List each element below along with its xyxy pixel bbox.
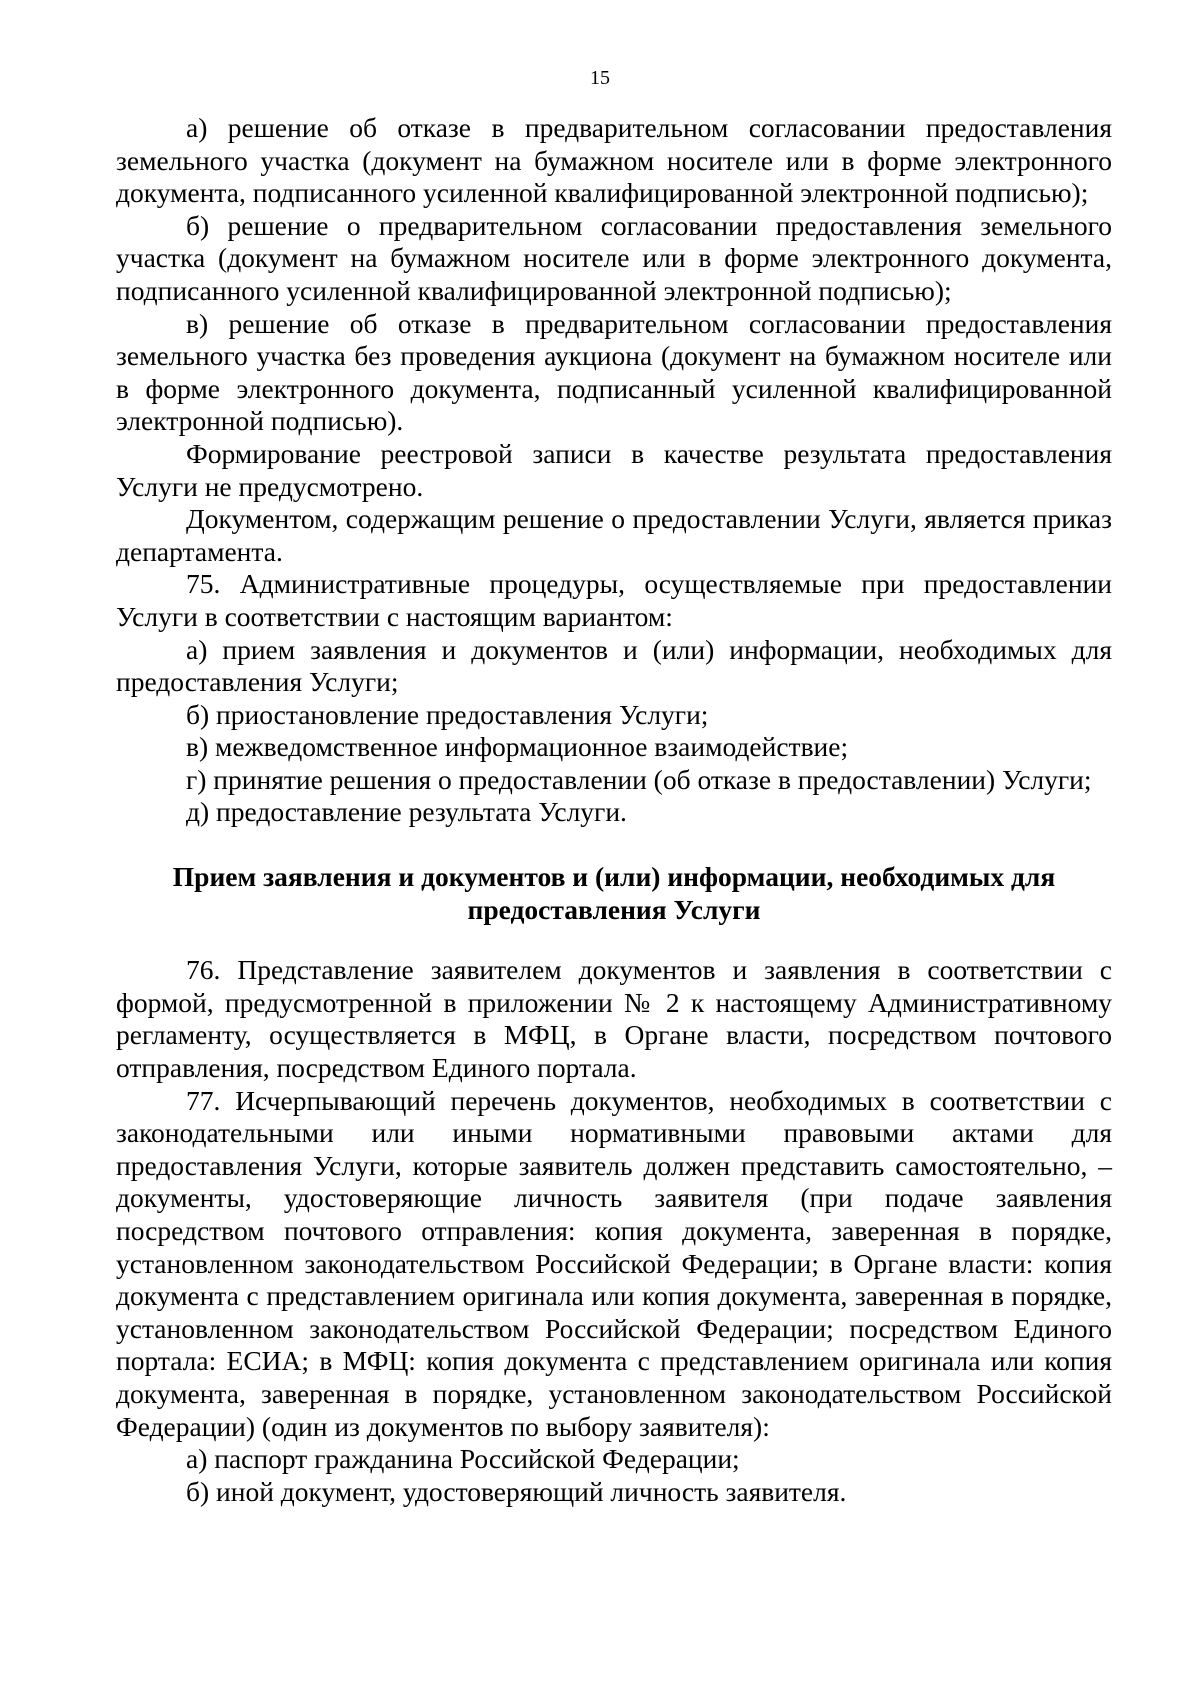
paragraph-77: 77. Исчерпывающий перечень документов, необходимых в соответствии с законодательными или иными нормативными правовыми актами для предоставления Услуги, которые заявитель должен представить самостоятельно, – документы, удостоверяющие личность заявителя (при подаче заявления посредством почтового отправления: копия документа, заверенная в порядке, установленном законодательством Российской Федерации; в Органе власти: копия документа с представлением оригинала или копия документа, заверенная в порядке, установленном законодательством Российской Федерации; посредством Единого портала: ЕСИА; в МФЦ: копия документа с представлением оригинала или копия документа, заверенная в порядке, установленном законодательством Российской Федерации) (один из документов по выбору заявителя): [116,1084,1112,1442]
paragraph-registry-record: Формирование реестровой записи в качестве результата предоставления Услуги не предусмотрено. [116,437,1112,502]
list-item-75-b: б) приостановление предоставления Услуги; [186,698,709,730]
document-body [116,112,1112,1508]
list-item-75-g: г) принятие решения о предоставлении (об отказе в предоставлении) Услуги; [186,763,1092,795]
page-number: 15 [590,67,610,89]
paragraph-item-a-refusal: а) решение об отказе в предварительном согласовании предоставления земельного участка (документ на бумажном носителе или в форме электронного документа, подписанного усиленной квалифицированной электронной подписью); [116,112,1112,209]
section-heading: Прием заявления и документов и (или) информации, необходимых для предоставления Услуги [172,861,1056,925]
list-item-75-d: д) предоставление результата Услуги. [186,796,627,828]
list-item-77-a: а) паспорт гражданина Российской Федерации; [186,1443,740,1475]
paragraph-decision-document: Документом, содержащим решение о предоставлении Услуги, является приказ департамента. [116,503,1112,567]
list-item-75-v: в) межведомственное информационное взаимодействие; [186,731,849,763]
paragraph-item-v-refusal-no-auction: в) решение об отказе в предварительном согласовании предоставления земельного участка без проведения аукциона (документ на бумажном носителе или в форме электронного документа, подписанный усиленной квалифицированной электронной подписью). [116,307,1112,437]
paragraph-item-b-approval: б) решение о предварительном согласовании предоставления земельного участка (документ на бумажном носителе или в форме электронного документа, подписанного усиленной квалифицированной электронной подписью); [116,209,1112,306]
list-item-75-a: а) прием заявления и документов и (или) информации, необходимых для предоставления Услуги; [116,633,1112,698]
paragraph-76: 76. Представление заявителем документов и заявления в соответствии с формой, предусмотренной в приложении № 2 к настоящему Административному регламенту, осуществляется в МФЦ, в Органе власти, посредством почтового отправления, посредством Единого портала. [116,954,1112,1084]
list-item-77-b: б) иной документ, удостоверяющий личность заявителя. [186,1475,847,1507]
paragraph-75: 75. Административные процедуры, осуществляемые при предоставлении Услуги в соответствии с настоящим вариантом: [116,568,1112,632]
